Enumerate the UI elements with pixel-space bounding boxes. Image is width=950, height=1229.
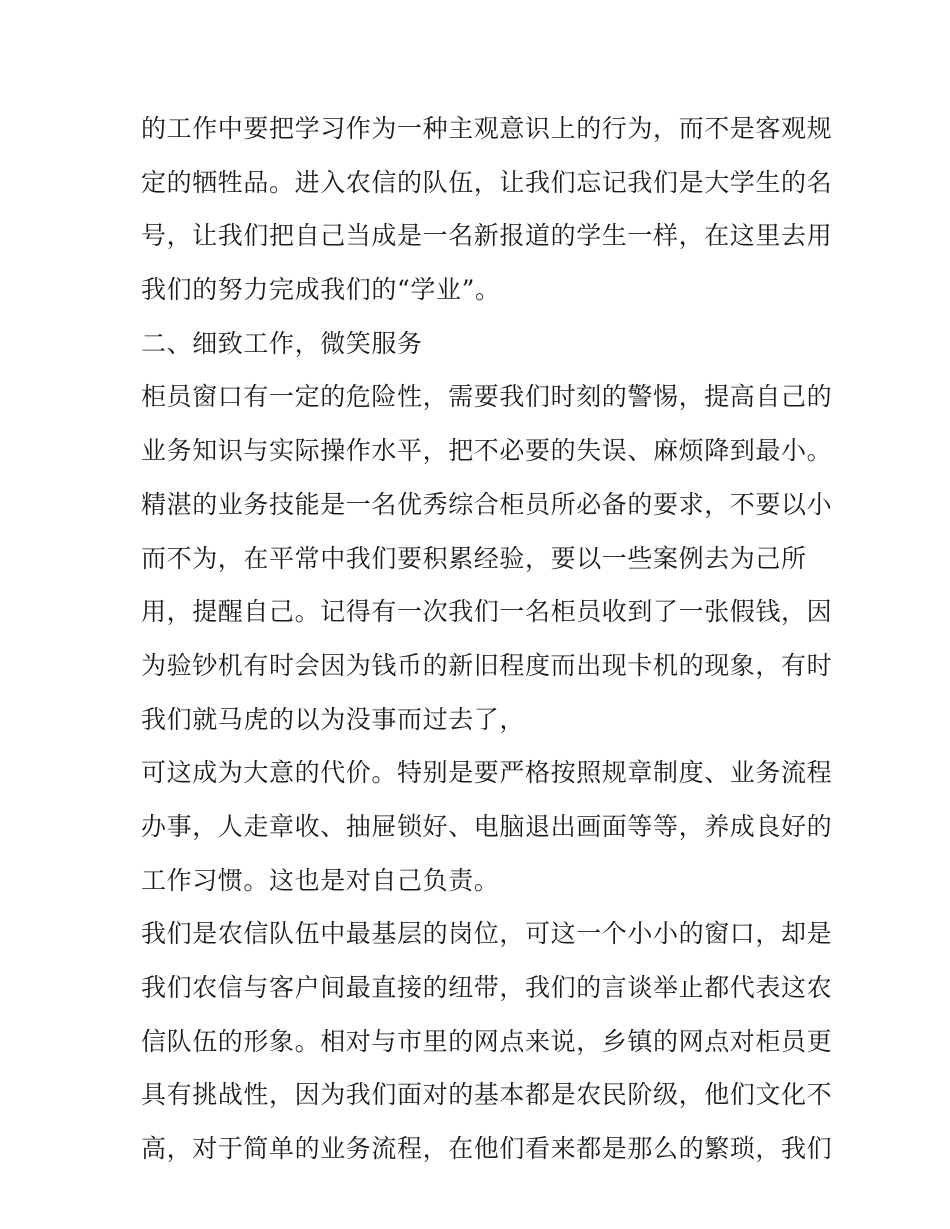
text-line: 工作习惯。这也是对自己负责。 bbox=[141, 865, 500, 895]
text-line: 可这成为大意的代价。特别是要严格按照规章制度、业务流程 bbox=[141, 758, 833, 788]
text-line: 业务知识与实际操作水平，把不必要的失误、麻烦降到最小。 bbox=[141, 436, 833, 466]
text-line: 号，让我们把自己当成是一名新报道的学生一样，在这里去用 bbox=[141, 221, 833, 251]
text-line: 我们是农信队伍中最基层的岗位，可这一个小小的窗口，却是 bbox=[141, 919, 833, 949]
document-body bbox=[141, 102, 833, 1176]
text-line: 柜员窗口有一定的危险性，需要我们时刻的警惕，提高自己的 bbox=[141, 382, 833, 412]
section-heading: 二、细致工作，微笑服务 bbox=[141, 328, 423, 358]
text-line: 具有挑战性，因为我们面对的基本都是农民阶级，他们文化不 bbox=[141, 1080, 833, 1110]
text-line: 我们的努力完成我们的“学业”。 bbox=[141, 275, 501, 305]
text-line: 我们农信与客户间最直接的纽带，我们的言谈举止都代表这农 bbox=[141, 973, 833, 1002]
text-line: 办事，人走章收、抽屉锁好、电脑退出画面等等，养成良好的 bbox=[141, 811, 833, 841]
text-line: 为验钞机有时会因为钱币的新旧程度而出现卡机的现象，有时 bbox=[141, 650, 833, 680]
text-line: 的工作中要把学习作为一种主观意识上的行为，而不是客观规 bbox=[141, 114, 833, 143]
text-line: 用，提醒自己。记得有一次我们一名柜员收到了一张假钱，因 bbox=[141, 597, 833, 627]
text-line: 信队伍的形象。相对与市里的网点来说，乡镇的网点对柜员更 bbox=[141, 1026, 833, 1056]
text-line: 定的牺牲品。进入农信的队伍，让我们忘记我们是大学生的名 bbox=[141, 167, 833, 197]
text-line: 而不为，在平常中我们要积累经验，要以一些案例去为己所 bbox=[141, 543, 807, 573]
text-line: 高，对于简单的业务流程，在他们看来都是那么的繁琐，我们 bbox=[141, 1134, 833, 1164]
text-line: 精湛的业务技能是一名优秀综合柜员所必备的要求，不要以小 bbox=[141, 489, 833, 519]
text-line: 我们就马虎的以为没事而过去了， bbox=[141, 704, 526, 734]
